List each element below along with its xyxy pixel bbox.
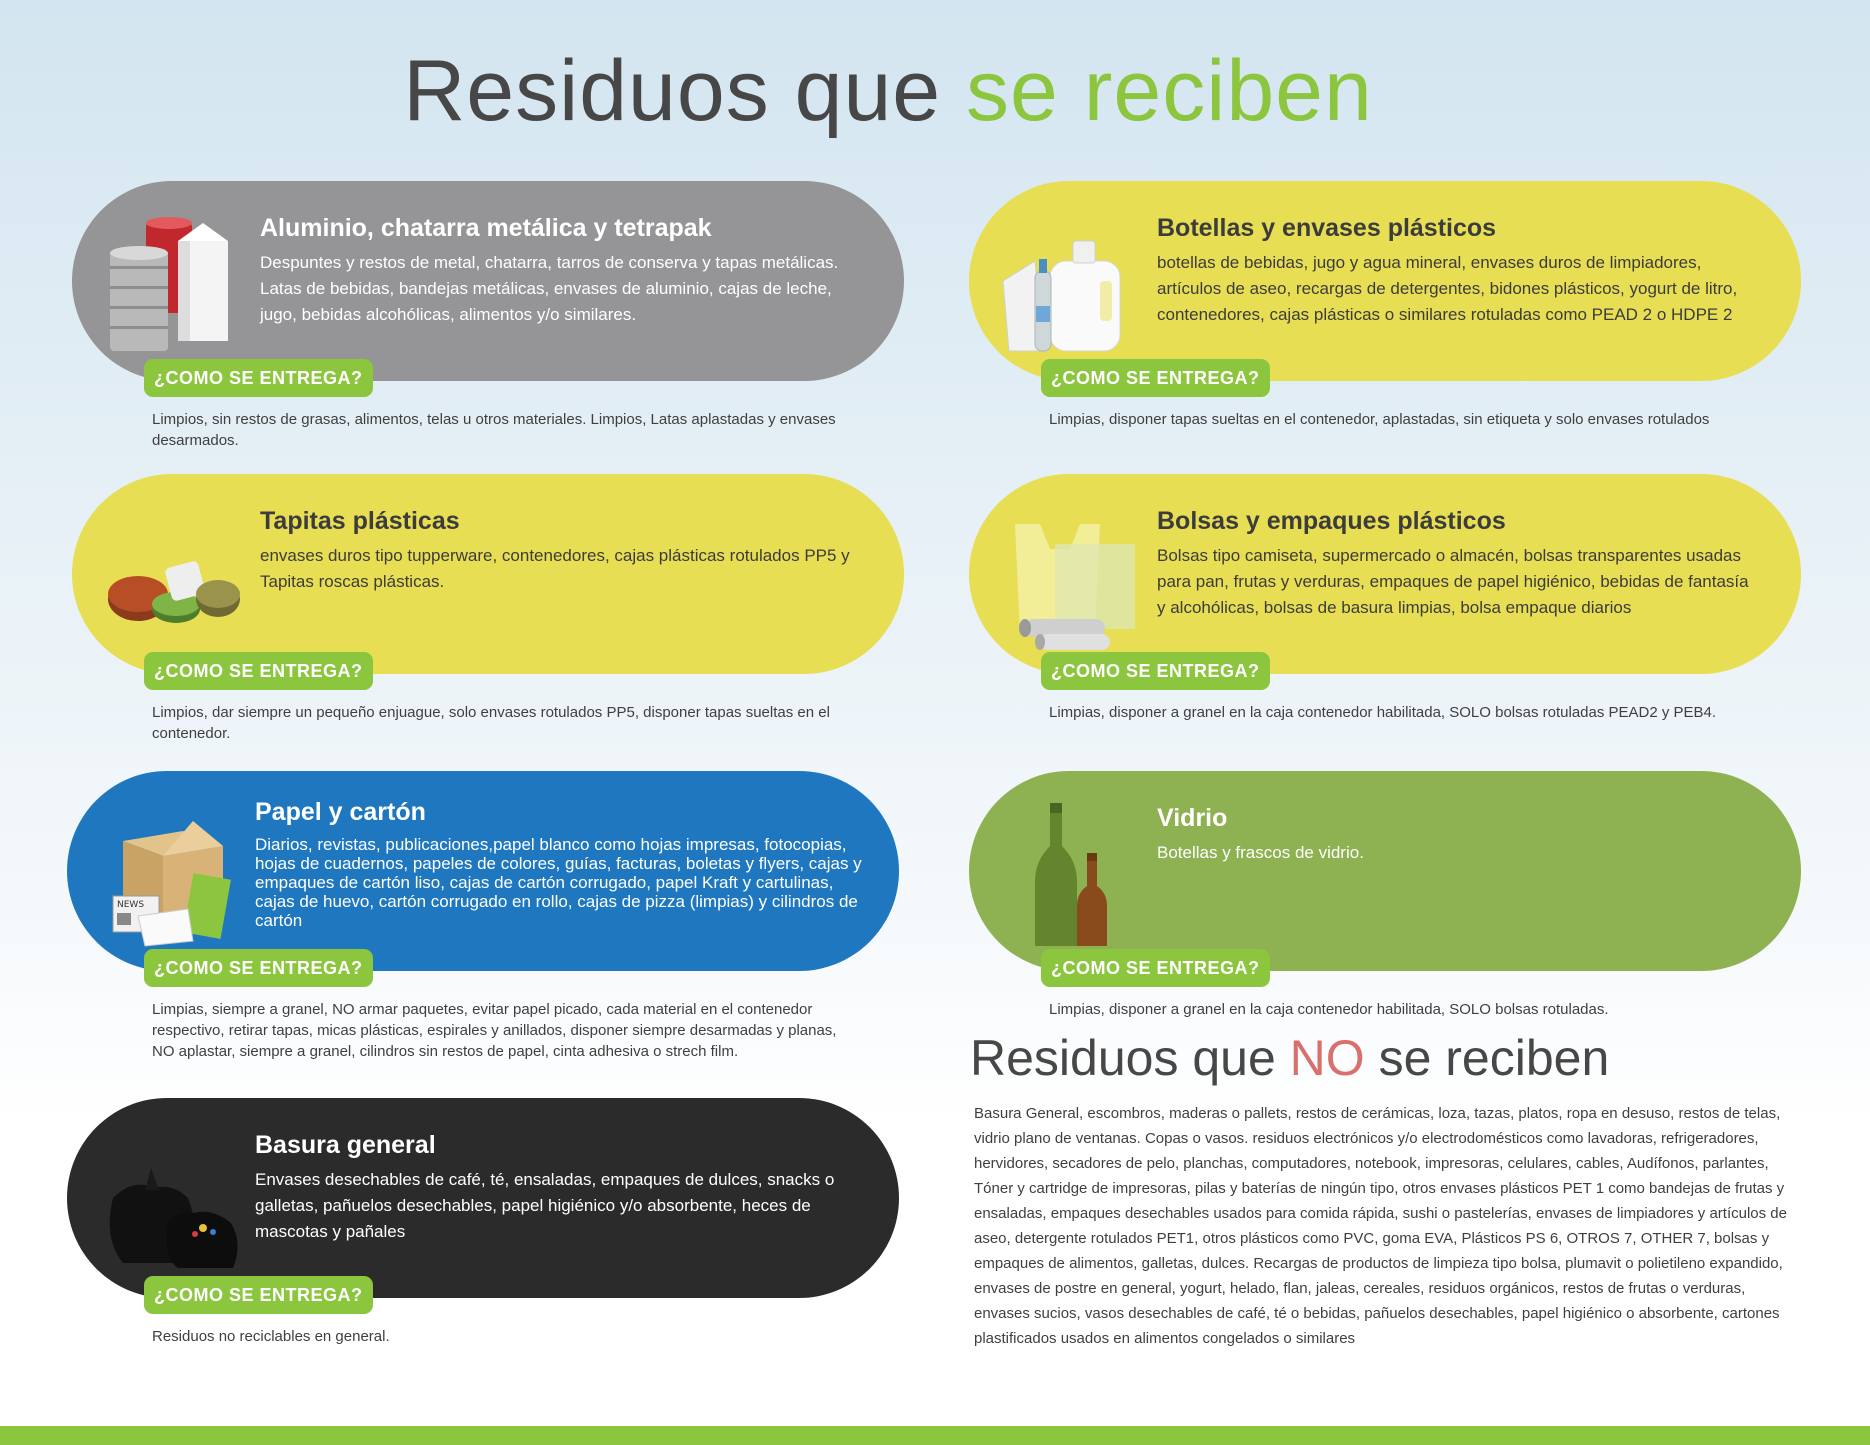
plastic-bottles-icon [995, 211, 1145, 361]
card-vidrio-description: Botellas y frascos de vidrio. [1157, 843, 1364, 862]
card-vidrio-deliver-badge: ¿COMO SE ENTREGA? [1041, 949, 1270, 987]
not-accepted-text: Basura General, escombros, maderas o pallets, restos de cerámicas, loza, tazas, platos, ropa en desuso, restos de telas, vidrio plano de ventanas. Copas o vasos. residuos electrónicos y/o electrodomésticos como lavadoras, refrigeradores, hervidores, secadores de pelo, planchas, computadores, notebook, impresoras, celulares, cables, Audífonos, parlantes, Tóner y cartridge de impresoras, pilas y baterías de ningún tipo, otros envases plásticos PET 1 como bandejas de frutas y ensaladas, empaques desechables usados para comida rápida, sushi o pastelerías, envases de limpiadores y artículos de aseo, detergente rotulados PET1, otros plásticos como PVC, goma EVA, Plásticos PS 6, OTROS 7, OTHER 7, bolsas y empaques de alimentos, galletas, dulces. Recargas de productos de limpieza tipo bolsa, plumavit o polietileno expandido, envases de postre en general, yogurt, helado, flan, jaleas, cereales, residuos orgánicos, restos de frutas o verduras, envases sucios, vasos desechables de café, té o bebidas, pañuelos desechables, papel higiénico o absorbente, cartones plastificados usados en alimentos congelados o similares [974, 1105, 1787, 1347]
card-tapitas-deliver-badge: ¿COMO SE ENTREGA? [144, 652, 373, 690]
metal-cans-carton-icon [98, 211, 248, 361]
card-aluminio-deliver-badge: ¿COMO SE ENTREGA? [144, 359, 373, 397]
bottom-bar [0, 1426, 1870, 1445]
card-basura-description: Envases desechables de café, té, ensaladas, empaques de dulces, snacks o galletas, pañuelos desechables, papel higiénico y/o absorbente, heces de mascotas y pañales [255, 1170, 835, 1241]
card-basura-deliver-badge: ¿COMO SE ENTREGA? [144, 1276, 373, 1314]
plastic-caps-icon [98, 504, 248, 654]
not-accepted-title-part-2: se reciben [1378, 1030, 1610, 1086]
not-accepted-title-part-1: Residuos que [970, 1030, 1276, 1086]
card-botellas-description: botellas de bebidas, jugo y agua mineral, envases duros de limpiadores, artículos de aseo, recargas de detergentes, bidones plásticos, yogurt de litro, contenedores, cajas plásticas o similares rotuladas como PEAD 2 o HDPE 2 [1157, 253, 1738, 324]
card-bolsas-delivery: Limpias, disponer a granel en la caja contenedor habilitada, SOLO bolsas rotuladas PEAD2 y PEB4. [1049, 704, 1717, 721]
card-vidrio-title: Vidrio [1157, 804, 1228, 832]
cardboard-paper-icon [93, 801, 243, 951]
card-papel-pill [67, 771, 899, 971]
card-bolsas-description: Bolsas tipo camiseta, supermercado o almacén, bolsas transparentes usadas para pan, frutas y verduras, empaques de papel higiénico, bebidas de fantasía y alcohólicas, bolsas de basura limpias, bolsa empaque diarios [1157, 546, 1749, 617]
card-papel-title: Papel y cartón [255, 798, 426, 826]
card-aluminio-pill [72, 181, 904, 381]
card-vidrio-delivery: Limpias, disponer a granel en la caja contenedor habilitada, SOLO bolsas rotuladas. [1049, 1001, 1609, 1018]
card-bolsas-title: Bolsas y empaques plásticos [1157, 507, 1506, 535]
card-aluminio-delivery: Limpios, sin restos de grasas, alimentos, telas u otros materiales. Limpios, Latas aplastadas y envases desarmados. [152, 411, 836, 449]
card-tapitas-pill [72, 474, 904, 674]
card-papel-delivery: Limpias, siempre a granel, NO armar paquetes, evitar papel picado, cada material en el contenedor respectivo, retirar tapas, micas plásticas, espirales y anillados, disponer siempre desarmadas y planas, NO aplastar, siempre a granel, cilindros sin restos de papel, cinta adhesiva o strech film. [152, 1001, 837, 1060]
card-basura-title: Basura general [255, 1131, 436, 1159]
card-tapitas-title: Tapitas plásticas [260, 507, 460, 535]
not-accepted-title-no: NO [1289, 1030, 1365, 1086]
not-accepted-title [970, 1030, 1610, 1086]
title-part-1: Residuos que [403, 43, 942, 139]
card-aluminio-description: Despuntes y restos de metal, chatarra, tarros de conserva y tapas metálicas. Latas de bebidas, bandejas metálicas, envases de aluminio, cajas de leche, jugo, bebidas alcohólicas, alimentos y/o similares. [260, 253, 839, 324]
plastic-bags-icon [995, 504, 1145, 654]
card-aluminio-title: Aluminio, chatarra metálica y tetrapak [260, 214, 712, 242]
card-botellas-pill [969, 181, 1801, 381]
card-botellas-title: Botellas y envases plásticos [1157, 214, 1497, 242]
glass-bottles-icon [995, 801, 1145, 951]
card-basura-pill [67, 1098, 899, 1298]
card-botellas-deliver-badge: ¿COMO SE ENTREGA? [1041, 359, 1270, 397]
title-part-2: se reciben [966, 43, 1373, 139]
page-title [0, 43, 1776, 139]
card-bolsas-deliver-badge: ¿COMO SE ENTREGA? [1041, 652, 1270, 690]
card-tapitas-description: envases duros tipo tupperware, contenedores, cajas plásticas rotulados PP5 y Tapitas roscas plásticas. [260, 546, 850, 591]
card-papel-deliver-badge: ¿COMO SE ENTREGA? [144, 949, 373, 987]
news-label: NEWS [117, 900, 145, 910]
card-basura-delivery: Residuos no reciclables en general. [152, 1328, 390, 1345]
card-bolsas-pill [969, 474, 1801, 674]
card-tapitas-delivery: Limpios, dar siempre un pequeño enjuague, solo envases rotulados PP5, disponer tapas sueltas en el contenedor. [152, 704, 830, 742]
card-vidrio-pill [969, 771, 1801, 971]
card-botellas-delivery: Limpias, disponer tapas sueltas en el contenedor, aplastadas, sin etiqueta y solo envases rotulados [1049, 411, 1710, 428]
card-papel-description: Diarios, revistas, publicaciones,papel blanco como hojas impresas, fotocopias, hojas de cuadernos, papeles de colores, guías, facturas, boletas y flyers, cajas y empaques de cartón liso, cajas de cartón corrugado, papel Kraft y cartulinas, cajas de huevo, cartón corrugado en rollo, cajas de pizza (limpias) y cilindros de cartón [255, 835, 862, 930]
trash-bags-icon [93, 1128, 243, 1278]
